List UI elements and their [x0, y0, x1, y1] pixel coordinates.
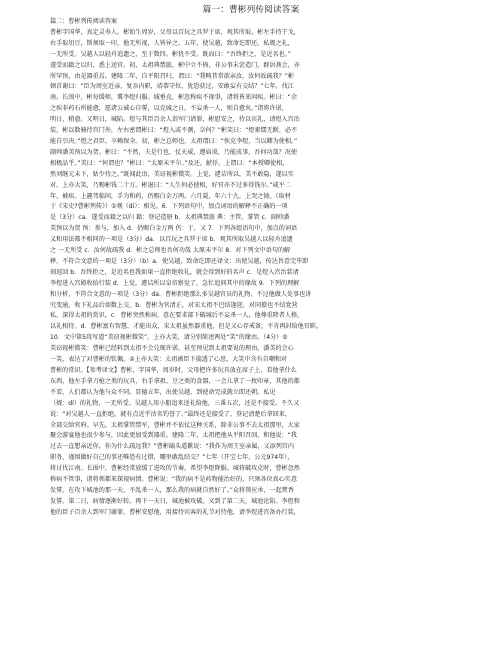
text-line: 年，被疾。上趣驾临问，手为和药，仍赐白金万两。六月薨，年六十九。上哭之恸。（取材 — [50, 192, 291, 200]
text-line: 一无所受。吴越人以轻舟追遗之，至于数四。彬犹不受。既而曰：“吾终拒之，是近名也。” — [50, 50, 291, 58]
text-line: 全部交给官府。早先，太祖掌管禁军，曹彬并不依仗这种关系，除非公事不去太祖那里，大家 — [50, 421, 300, 429]
text-line: （觌：dí）的礼物，一无所受。吴越人用小船追来送礼给他，三番五次，还是不接受。不久又 — [50, 399, 300, 407]
text-line: 过去一直想亲近你，你为什么疏远我？”曹彬磕头道歉说：“我作为周王室亲属，又添列宫内 — [50, 443, 294, 451]
text-line: 私，深得太祖的赏识。c．曹彬突然称病，意在要求部下破城后不妄杀一人，他尊重降者人格， — [50, 312, 304, 320]
text-line: 之 一无所受 c．汝何故疏我 d．彬之总师也吾何功哉 太原未平尔 8．对下列文中语句的解 — [50, 247, 291, 255]
text-line: 究变通，收下礼品后如数上交。b．曹彬为官清正，对宋太祖不巴结逢迎，对同僚也不结党营 — [50, 301, 298, 309]
text-line: 他的臣子百余人到军门谢罪，曹彬安慰他，用接待宾客的礼节对待他，请李煜进宫备办行装， — [50, 508, 300, 516]
text-line: 将讨伐江南。长围中，曹彬经常放缓了进攻的节奏，希望李煜降服。城将破攻克时，曹彬忽然 — [50, 465, 300, 473]
text-line: 说：“对吴越人一直拒绝，就有点近乎沽名钓誉了。”最终还是接受了，登记清楚后拿回来， — [50, 410, 291, 418]
text-line: 10．文中第5段写道“美窃视彬微笑”，上亦大笑，请分别简述两处“笑”的缘由。（4分）⑤ — [50, 334, 288, 342]
text-line: 美预以为贺 预：参与，加入 d．仍赐白金万两 仍：于，又 7．下列各组语句中，加点的词语 — [50, 225, 298, 233]
text-line: 曹彬字国华，真定灵寿人。彬始生周岁，父母以百玩之具罗于席，观其所取。彬左手持干戈， — [50, 28, 300, 36]
text-line: 曹彬的赏识。【参考译文】曹彬，字国华，周岁时，父母把许多玩具放在席子上，看他拿什么 — [50, 367, 297, 374]
text-line: 美窃视彬微笑：曹彬已经料到太祖不会兑现许诺，甚至预见到太祖要说的理由。潘美的会心 — [50, 345, 294, 353]
text-line: 相极品乎。”美曰：“何谓也？”彬曰：“太原未平尔。”及还，献俘。上谓曰：“本授卿使相， — [50, 159, 289, 167]
text-line: 发誓，在攻下城池的那一天，不乱杀一人，那么我的病就自然好了。”众将领应承，一起焚香 — [50, 486, 294, 494]
document-title: 篇一：曹彬列传阅读答案 — [202, 5, 300, 15]
text-line: 和分析，不符合文意的一项是（3分）da．曹彬拒绝那么多吴越官员的礼物，不过他做人处事也讲 — [50, 290, 312, 298]
text-line: 所罕预，由是器重焉。建隆二年，自平阳召归，谓曰：“我畴昔常欲亲汝，汝何故疏我？”彬 — [50, 72, 294, 80]
document-body — [50, 17, 452, 519]
text-line: 之疾非药石所能愈，愿诸公诚心自誓，以克城之日，不妄杀一人，则自愈矣。”诸将许诺， — [50, 105, 288, 113]
text-line: 东西，他左手拿刀枪之类的玩具，右手拿祖、豆之类的食器，一会儿拿了一枚印章，其他的都 — [50, 377, 300, 385]
text-line: 右手取俎豆，斯须取一印，他无所视，人皆异之。五年，使吴越，致命讫即还。私觌之礼， — [50, 39, 294, 47]
text-line: 南。长围中，彬每缓师，冀李煜归服。城垂克，彬忽称疾不视事，诸将皆来问疾。彬曰：“余 — [50, 94, 297, 102]
text-line: 称病不管事，诸将领都来探视病情。曹彬说：“我的病不是药物能治好的，只须各位真心实意 — [50, 476, 297, 484]
text-line: 篇二：曹彬列传阅读答案 — [50, 18, 118, 25]
text-line: 以礼相待。d．曹彬富有智慧，才能出众，宋太祖虽然器重他，但是又心存戒备，不肯再封给他官职。 — [50, 323, 322, 331]
text-line: 能自引决。”煜之君臣，卒赖保全。初，彬之总师也，太祖谓曰：“俟克李煜，当以卿为使相。” — [50, 137, 298, 145]
text-line: 副帅潘美预以为贺。彬曰：“不然，夫是行也，仗天威，遵庙谟，乃能成事，吾何功哉？况使 — [50, 148, 297, 156]
text-line: 于《宋史?曹彬列传》）①觌（dí）：相见。6．下列语句中，加点词语的解释不正确的一项 — [50, 203, 288, 211]
text-line: 释，不符合文意的一项是（3分）（b）a．使吴越，致命讫即还译文：出使吴越，传达旨意完毕即 — [50, 257, 309, 265]
text-line: 对。上亦大笑，乃赐彬钱二十万。彬退曰：“人生何必使相，好官亦不过多得钱尔。”咸平二 — [50, 181, 291, 189]
text-line: 职务，谨慎做好自己的事还唯恐有过错，哪里敢乱结交？”七年（开宝七年，公元974年）， — [50, 454, 294, 462]
text-line: 遂受而籍之以归，悉上送官。初，太祖典禁旅，彬中立不倚，非公事未尝造门，群居燕会，亦 — [50, 61, 300, 69]
text-line: 义和用法都不相同的一项是（3分）da．以百玩之具罗于席 b．观其所取吴越人以轻舟追遗 — [50, 236, 293, 244]
text-line: 刻返回 b．吾终拒之，是近名也我如果一直拒绝收礼，就会得到好的名声 c．是煜入宫治装请 — [50, 268, 299, 276]
text-line: 顿首谢曰：“臣为周室近亲，复忝内职，靖恭守位，犹恐获过，安敢妄有交结？”七年，伐江 — [50, 83, 294, 91]
text-line: 聚会游宴他也很少参与，因此更加受到器重。建隆二年，太祖把他从平阳召回，和他说：“我 — [50, 432, 297, 440]
text-line: 李煜进入宫殿收拾行装 d．上觉，遽诘所以皇帝察觉了，急忙追问其中的缘故 9．下列的理解 — [50, 279, 300, 287]
text-line: 然刘继元未下，姑少待之。”既闻此语，美窃视彬微笑。上觉，遽诘所以，美不敢隐，遂以实 — [50, 170, 294, 178]
text-line: 一笑，表达了对曹彬的钦佩。②上亦大笑：太祖被臣下揣透了心思，大笑中含有自嘲和对 — [50, 356, 288, 364]
text-line: 明日，稍愈。又明日，城陷。煜与其臣百余人诣军门请罪，彬慰安之，待以宾礼，请煜入宫治 — [50, 116, 300, 124]
text-line: 发誓。第二日，病情逐渐好转。再下一天日，城池被攻破。又到了第二天，城池沦陷。李煜和 — [50, 497, 300, 505]
text-line: 不看，人们都认为他与众不同。显德五年，出使吴越，到使命完成就立即还朝。私见 — [50, 388, 276, 396]
text-line: 装，彬以数骑待宫门外，左右密谓彬曰：“煜入或不测，奈何？”彬笑曰：“煜素懦无断，必不 — [50, 127, 298, 135]
text-line: 是（3分）ca．遂受而籍之以归 籍：登记造册 b．太祖典禁旅 典：主管，掌管 c．副帅潘 — [50, 214, 290, 222]
